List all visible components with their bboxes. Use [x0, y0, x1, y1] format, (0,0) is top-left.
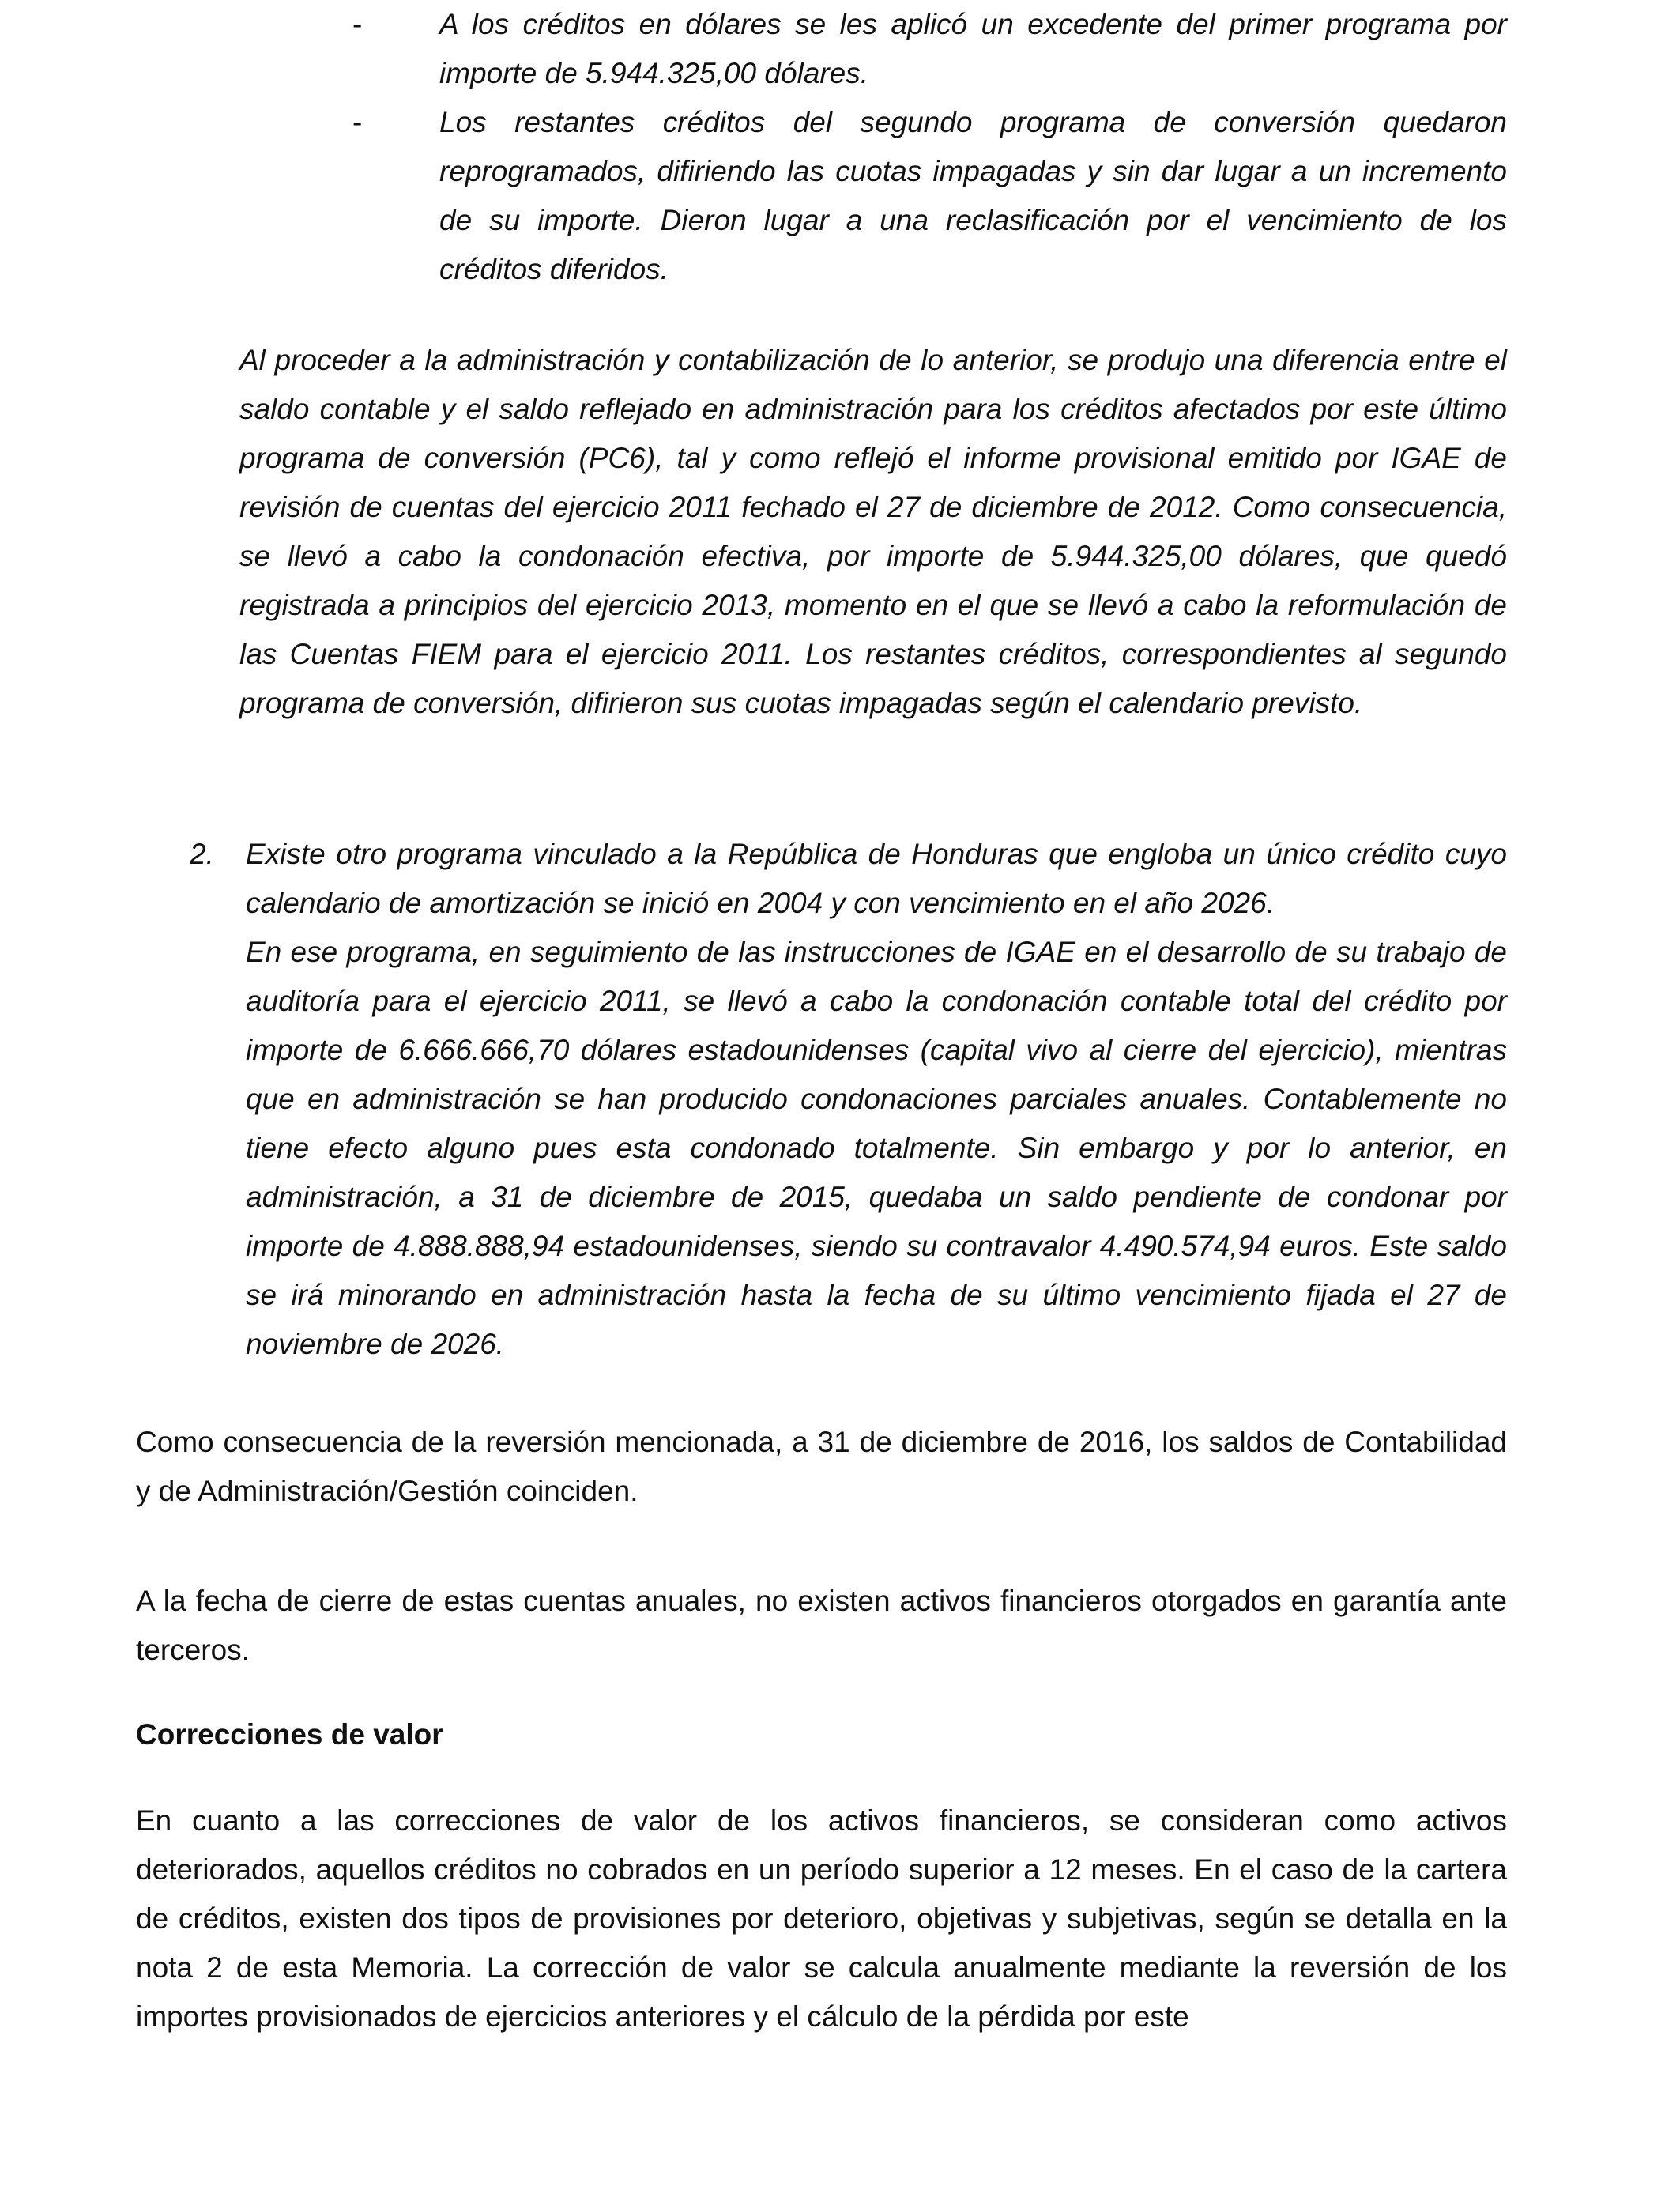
dash-item-text: A los créditos en dólares se les aplicó un excedente del primer programa por importe de 5.944.325,00 dólares.: [439, 8, 1507, 89]
paragraph-fecha-cierre: [136, 1577, 1507, 1675]
dash-bullet: -: [352, 8, 363, 40]
item-2-line-2: En ese programa, en seguimiento de las instrucciones de IGAE en el desarrollo de su trabajo de auditoría para el ejercicio 2011, se llevó a cabo la condonación contable total del crédito por importe de 6.666.666,70 dólares estadounidenses (capital vivo al cierre del ejercicio), mientras que en administración se han producido condonaciones parciales anuales. Contablemente no tiene efecto alguno pues esta condonado totalmente. Sin embargo y por lo anterior, en administración, a 31 de diciembre de 2015, quedaba un saldo pendiente de condonar por importe de 4.888.888,94 estadounidenses, siendo su contravalor 4.490.574,94 euros. Este saldo se irá minorando en administración hasta la fecha de su último vencimiento fijada el 27 de noviembre de 2026.: [246, 936, 1507, 1360]
item-number: 2.: [190, 838, 214, 870]
dash-list-item: [352, 98, 1507, 294]
paragraph-text: Al proceder a la administración y contabilización de lo anterior, se produjo una diferencia entre el saldo contable y el saldo reflejado en administración para los créditos afectados por este último programa de conversión (PC6), tal y como reflejó el informe provisional emitido por IGAE de revisión de cuentas del ejercicio 2011 fechado el 27 de diciembre de 2012. Como consecuencia, se llevó a cabo la condonación efectiva, por importe de 5.944.325,00 dólares, que quedó registrada a principios del ejercicio 2013, momento en el que se llevó a cabo la reformulación de las Cuentas FIEM para el ejercicio 2011. Los restantes créditos, correspondientes al segundo programa de conversión, difirieron sus cuotas impagadas según el calendario previsto.: [239, 344, 1507, 719]
dash-list-item: [352, 0, 1507, 98]
dash-item-text: Los restantes créditos del segundo programa de conversión quedaron reprogramados, difiriendo las cuotas impagadas y sin dar lugar a un incremento de su importe. Dieron lugar a una reclasificación por el vencimiento de los créditos diferidos.: [439, 106, 1507, 285]
paragraph-text: Como consecuencia de la reversión mencionada, a 31 de diciembre de 2016, los saldos de Contabilidad y de Administración/Gestión coinciden.: [136, 1426, 1507, 1507]
paragraph-consecuencia: [136, 1418, 1507, 1516]
numbered-item-2: [190, 830, 1507, 1369]
dash-bullet: -: [352, 106, 363, 138]
paragraph-text: A la fecha de cierre de estas cuentas anuales, no existen activos financieros otorgados en garantía ante terceros.: [136, 1585, 1507, 1666]
section-heading: Correcciones de valor: [136, 1718, 443, 1751]
paragraph-text: En cuanto a las correcciones de valor de los activos financieros, se consideran como activos deteriorados, aquellos créditos no cobrados en un período superior a 12 meses. En el caso de la cartera de créditos, existen dos tipos de provisiones por deterioro, objetivas y subjetivas, según se detalla en la nota 2 de esta Memoria. La corrección de valor se calcula anualmente mediante la reversión de los importes provisionados de ejercicios anteriores y el cálculo de la pérdida por este: [136, 1804, 1507, 2033]
paragraph-al-proceder: [239, 336, 1507, 728]
item-2-line-1: Existe otro programa vinculado a la República de Honduras que engloba un único crédito cuyo calendario de amortización se inició en 2004 y con vencimiento en el año 2026.: [246, 838, 1507, 919]
paragraph-correcciones: [136, 1796, 1507, 2041]
